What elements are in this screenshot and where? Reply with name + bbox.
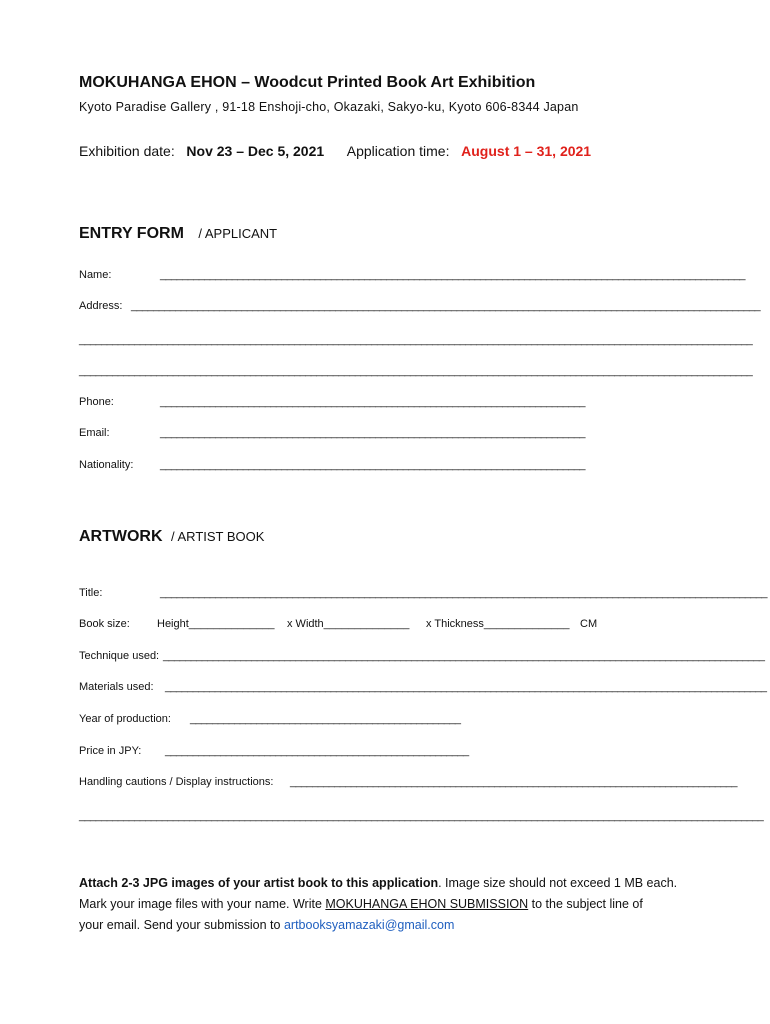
attach-note-line-2a: Mark your image files with your name. Write [79,897,326,911]
height-field[interactable]: Height______________ [157,618,275,630]
attach-note-line-3 [79,918,454,932]
materials-field[interactable]: _____________________________________________________________________________________________________________ [165,681,767,693]
subject-line-text: MOKUHANGA EHON SUBMISSION [325,897,529,911]
artwork-heading [79,528,264,546]
attach-note-line-2b: to the subject line of [528,897,643,911]
handling-field-line-1[interactable]: _________________________________________________________________________________ [290,776,737,788]
entry-form-title: ENTRY FORM [79,225,184,242]
title-label: Title: [79,587,103,599]
price-label: Price in JPY: [79,745,142,757]
phone-label: Phone: [79,396,114,408]
year-label: Year of production: [79,713,171,725]
attach-note-bold: Attach 2-3 JPG images of your artist book to this application [79,876,439,890]
book-size-label: Book size: [79,618,130,630]
form-title: MOKUHANGA EHON – Woodcut Printed Book Art Exhibition [79,74,536,91]
submission-email-link[interactable]: artbooksyamazaki@gmail.com [283,918,455,932]
materials-label: Materials used: [79,681,154,693]
name-field[interactable]: __________________________________________________________________________________________________________ [160,269,745,281]
exhibition-date-label: Exhibition date: [79,143,175,159]
artwork-subtitle: / ARTIST BOOK [171,529,265,544]
attach-note-line-1 [79,876,677,890]
address-field-line-1[interactable]: __________________________________________________________________________________________________________________ [131,300,761,312]
handling-field-line-2[interactable]: ____________________________________________________________________________________________________________________________ [79,810,764,822]
technique-field[interactable]: _____________________________________________________________________________________________________________ [163,650,765,662]
thickness-field[interactable]: x Thickness______________ [426,618,570,630]
size-unit: CM [580,618,598,630]
title-field[interactable]: ______________________________________________________________________________________________________________ [160,587,767,599]
name-label: Name: [79,269,112,281]
application-time-label: Application time: [346,143,450,159]
year-field[interactable]: _________________________________________________ [190,713,461,725]
gallery-address: Kyoto Paradise Gallery , 91-18 Enshoji-cho, Okazaki, Sakyo-ku, Kyoto 606-8344 Japan [79,100,579,114]
exhibition-date-value: Nov 23 – Dec 5, 2021 [186,143,325,159]
attach-note-line-2 [79,897,643,911]
handling-label: Handling cautions / Display instructions: [79,776,274,788]
email-field[interactable]: _____________________________________________________________________________ [160,427,585,439]
attach-note-line-3-text: your email. Send your submission to [79,918,284,932]
email-label: Email: [79,427,110,439]
phone-field[interactable]: _____________________________________________________________________________ [160,396,585,408]
attach-note-rest: . Image size should not exceed 1 MB each. [438,876,678,890]
address-field-line-2[interactable]: __________________________________________________________________________________________________________________________ [79,334,753,346]
nationality-label: Nationality: [79,459,134,471]
entry-form-subtitle: / APPLICANT [198,226,278,241]
price-field[interactable]: _______________________________________________________ [165,745,469,757]
dates-line [79,143,591,159]
application-time-value: August 1 – 31, 2021 [461,143,592,159]
artwork-title: ARTWORK [79,528,163,545]
entry-form-heading [79,225,277,243]
technique-label: Technique used: [79,650,160,662]
address-label: Address: [79,300,123,312]
nationality-field[interactable]: _____________________________________________________________________________ [160,459,585,471]
address-field-line-3[interactable]: __________________________________________________________________________________________________________________________ [79,365,753,377]
width-field[interactable]: x Width______________ [287,618,410,630]
